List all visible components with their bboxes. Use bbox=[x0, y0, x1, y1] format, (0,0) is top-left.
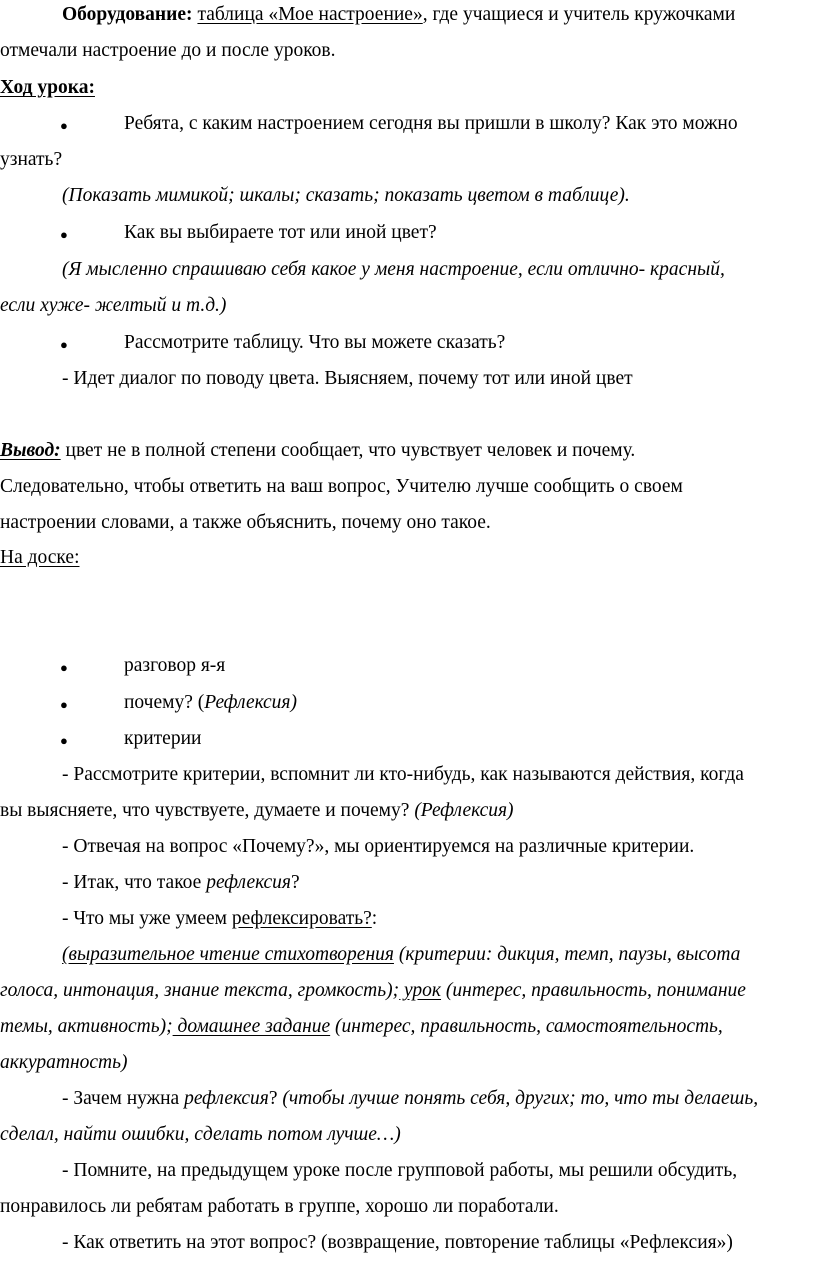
reflection-question-prefix: - Итак, что такое bbox=[62, 872, 207, 893]
dialog-text: - Идет диалог по поводу цвета. Выясняем, почему тот или иной цвет bbox=[62, 368, 633, 389]
skills-suffix: : bbox=[371, 908, 378, 929]
mood-table-title: таблица «Мое настроение» bbox=[197, 4, 423, 25]
criteria-question: - Рассмотрите критерии, вспомнит ли кто-нибудь, как называются действия, когда bbox=[62, 764, 744, 785]
conclusion-line-3: настроении словами, а также объяснить, почему оно такое. bbox=[0, 512, 491, 533]
why-answer-cont: сделал, найти ошибки, сделать потом лучше…) bbox=[0, 1124, 401, 1145]
conclusion-label: Вывод: bbox=[0, 440, 61, 461]
why-mark: ? bbox=[268, 1088, 283, 1109]
orientation-text: - Отвечая на вопрос «Почему?», мы ориентируемся на различные критерии. bbox=[62, 836, 695, 857]
board-item-text: почему? ( bbox=[124, 692, 205, 713]
reflection-item-line bbox=[0, 972, 746, 1009]
reflection-item-line bbox=[0, 1008, 723, 1045]
board-item-note: Рефлексия) bbox=[204, 692, 297, 713]
reflection-question bbox=[62, 864, 300, 901]
reflection-item-line bbox=[62, 936, 740, 973]
why-answer: (чтобы лучше понять себя, других; то, что ты делаешь, bbox=[282, 1088, 759, 1109]
reading-criteria: (критерии: дикция, темп, паузы, высота bbox=[393, 944, 741, 965]
reflect-term: рефлексировать? bbox=[231, 908, 372, 929]
bullet-icon: ● bbox=[60, 697, 68, 712]
conclusion-line-2: Следовательно, чтобы ответить на ваш вопрос, Учителю лучше сообщить о своем bbox=[0, 476, 683, 497]
board-heading: На доске: bbox=[0, 547, 80, 568]
bullet-icon: ● bbox=[60, 227, 68, 242]
remember-text-cont: понравилось ли ребятам работать в группе, хорошо ли поработали. bbox=[0, 1196, 559, 1217]
reflection-question-suffix: ? bbox=[290, 872, 300, 893]
criteria-text: вы выясняете, что чувствуете, думаете и почему? bbox=[0, 800, 415, 821]
equipment-text: , где учащиеся и учитель кружочками bbox=[422, 4, 736, 25]
reflection-term: рефлексия bbox=[206, 872, 291, 893]
reading-item: (выразительное чтение стихотворения bbox=[62, 944, 394, 965]
bullet-icon: ● bbox=[60, 660, 68, 675]
equipment-line bbox=[62, 0, 735, 33]
criteria-question-cont bbox=[0, 792, 514, 829]
homework-item: домашнее задание bbox=[172, 1016, 331, 1037]
remember-text: - Помните, на предыдущем уроке после групповой работы, мы решили обсудить, bbox=[62, 1160, 738, 1181]
answer-question: - Как ответить на этот вопрос? (возвращение, повторение таблицы «Рефлексия») bbox=[62, 1232, 733, 1253]
question-3: Рассмотрите таблицу. Что вы можете сказать? bbox=[124, 332, 506, 353]
board-item: критерии bbox=[124, 728, 202, 749]
question-1-cont: узнать? bbox=[0, 149, 63, 170]
question-2: Как вы выбираете тот или иной цвет? bbox=[124, 222, 437, 243]
lesson-criteria: (интерес, правильность, понимание bbox=[441, 980, 746, 1001]
reflection-item-line: аккуратность) bbox=[0, 1052, 128, 1073]
board-item bbox=[124, 684, 297, 721]
question-2-answer: (Я мысленно спрашиваю себя какое у меня настроение, если отлично- красный, bbox=[62, 259, 725, 280]
skills-prefix: - Что мы уже умеем bbox=[62, 908, 232, 929]
skills-question bbox=[62, 900, 377, 937]
bullet-icon: ● bbox=[60, 337, 68, 352]
question-2-answer-cont: если хуже- желтый и т.д.) bbox=[0, 295, 227, 316]
bullet-icon: ● bbox=[60, 118, 68, 133]
question-1: Ребята, с каким настроением сегодня вы пришли в школу? Как это можно bbox=[124, 113, 738, 134]
criteria-note: (Рефлексия) bbox=[414, 800, 514, 821]
board-item: разговор я-я bbox=[124, 655, 226, 676]
conclusion-text: цвет не в полной степени сообщает, что чувствует человек и почему. bbox=[60, 440, 636, 461]
why-question bbox=[62, 1080, 758, 1117]
why-term: рефлексия bbox=[184, 1088, 269, 1109]
lesson-item: урок bbox=[399, 980, 442, 1001]
equipment-line-2: отмечали настроение до и после уроков. bbox=[0, 40, 336, 61]
equipment-label: Оборудование: bbox=[62, 4, 193, 25]
why-prefix: - Зачем нужна bbox=[62, 1088, 185, 1109]
homework-criteria: (интерес, правильность, самостоятельность, bbox=[330, 1016, 723, 1037]
lesson-criteria-cont: темы, активность); bbox=[0, 1016, 173, 1037]
conclusion-line bbox=[0, 432, 635, 469]
lesson-heading: Ход урока: bbox=[0, 77, 95, 98]
reading-criteria-cont: голоса, интонация, знание текста, громкость); bbox=[0, 980, 400, 1001]
question-1-answer: (Показать мимикой; шкалы; сказать; показать цветом в таблице). bbox=[62, 185, 630, 206]
bullet-icon: ● bbox=[60, 733, 68, 748]
